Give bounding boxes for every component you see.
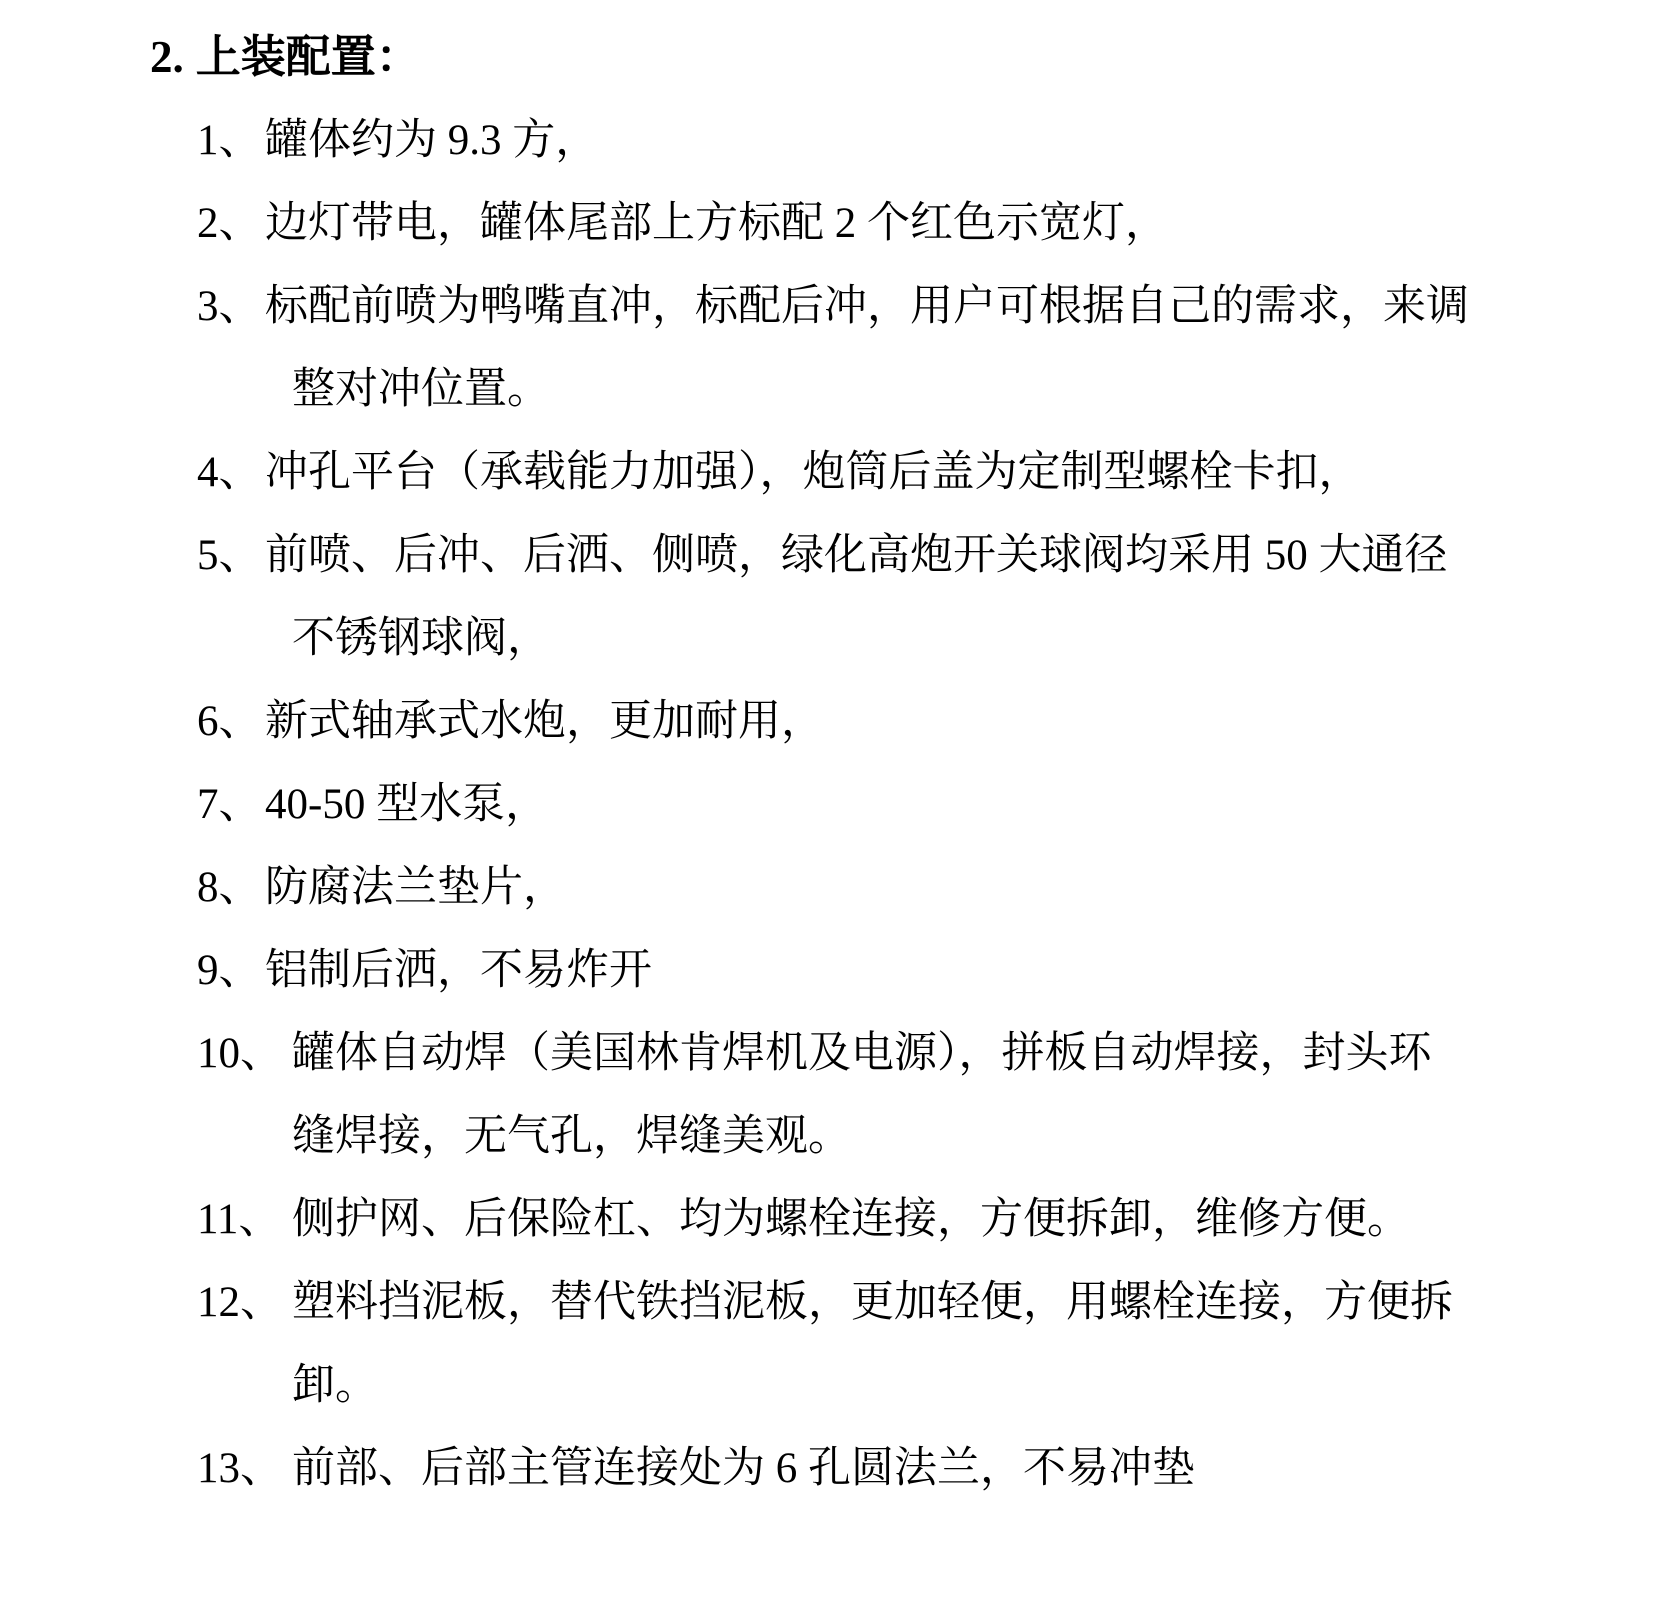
- list-item: [0, 846, 1654, 929]
- item-number: 3、: [197, 283, 262, 330]
- item-number: 13、: [197, 1445, 283, 1492]
- item-text: 侧护网、后保险杠、均为螺栓连接，方便拆卸，维修方便。: [292, 1196, 1410, 1243]
- item-number: 1、: [197, 117, 262, 164]
- item-text: 新式轴承式水炮，更加耐用，: [265, 698, 824, 745]
- item-text: 边灯带电，罐体尾部上方标配 2 个红色示宽灯，: [265, 200, 1168, 247]
- item-number: 12、: [197, 1279, 283, 1326]
- item-text: 整对冲位置。: [292, 366, 550, 413]
- item-text: 冲孔平台（承载能力加强），炮筒后盖为定制型螺栓卡扣，: [265, 449, 1362, 496]
- item-text: 前喷、后冲、后洒、侧喷，绿化高炮开关球阀均采用 50 大通径: [265, 532, 1448, 579]
- item-text: 前部、后部主管连接处为 6 孔圆法兰，不易冲垫: [292, 1445, 1195, 1492]
- list-item: [0, 431, 1654, 514]
- list-item: [0, 514, 1654, 680]
- list-item: [0, 1261, 1654, 1427]
- item-number: 10、: [197, 1030, 283, 1077]
- item-text: 不锈钢球阀，: [292, 615, 550, 662]
- list-item: [0, 1427, 1654, 1510]
- item-number: 8、: [197, 864, 262, 911]
- item-text: 罐体约为 9.3 方，: [265, 117, 599, 164]
- item-text: 铝制后洒，不易炸开: [265, 947, 652, 994]
- item-number: 7、: [197, 781, 262, 828]
- item-number: 9、: [197, 947, 262, 994]
- list-item: [0, 99, 1654, 182]
- item-text: 40-50 型水泵，: [265, 781, 549, 828]
- item-text: 标配前喷为鸭嘴直冲，标配后冲，用户可根据自己的需求，来调: [265, 283, 1469, 330]
- item-text: 卸。: [292, 1362, 378, 1409]
- item-text: 防腐法兰垫片，: [265, 864, 566, 911]
- spec-list: [0, 99, 1654, 1510]
- list-item: [0, 1178, 1654, 1261]
- section-heading: [150, 16, 1654, 99]
- item-number: 5、: [197, 532, 262, 579]
- list-item: [0, 265, 1654, 431]
- item-number: 4、: [197, 449, 262, 496]
- item-text: 缝焊接，无气孔，焊缝美观。: [292, 1113, 851, 1160]
- list-item: [0, 182, 1654, 265]
- list-item: [0, 763, 1654, 846]
- item-text: 塑料挡泥板，替代铁挡泥板，更加轻便，用螺栓连接，方便拆: [292, 1279, 1453, 1326]
- list-item: [0, 680, 1654, 763]
- list-item: [0, 1012, 1654, 1178]
- heading-number: 2.: [150, 32, 184, 82]
- item-number: 6、: [197, 698, 262, 745]
- list-item: [0, 929, 1654, 1012]
- item-number: 11、: [197, 1196, 282, 1243]
- heading-text: 上装配置：: [195, 32, 421, 82]
- item-number: 2、: [197, 200, 262, 247]
- item-text: 罐体自动焊（美国林肯焊机及电源），拼板自动焊接，封头环: [292, 1030, 1432, 1077]
